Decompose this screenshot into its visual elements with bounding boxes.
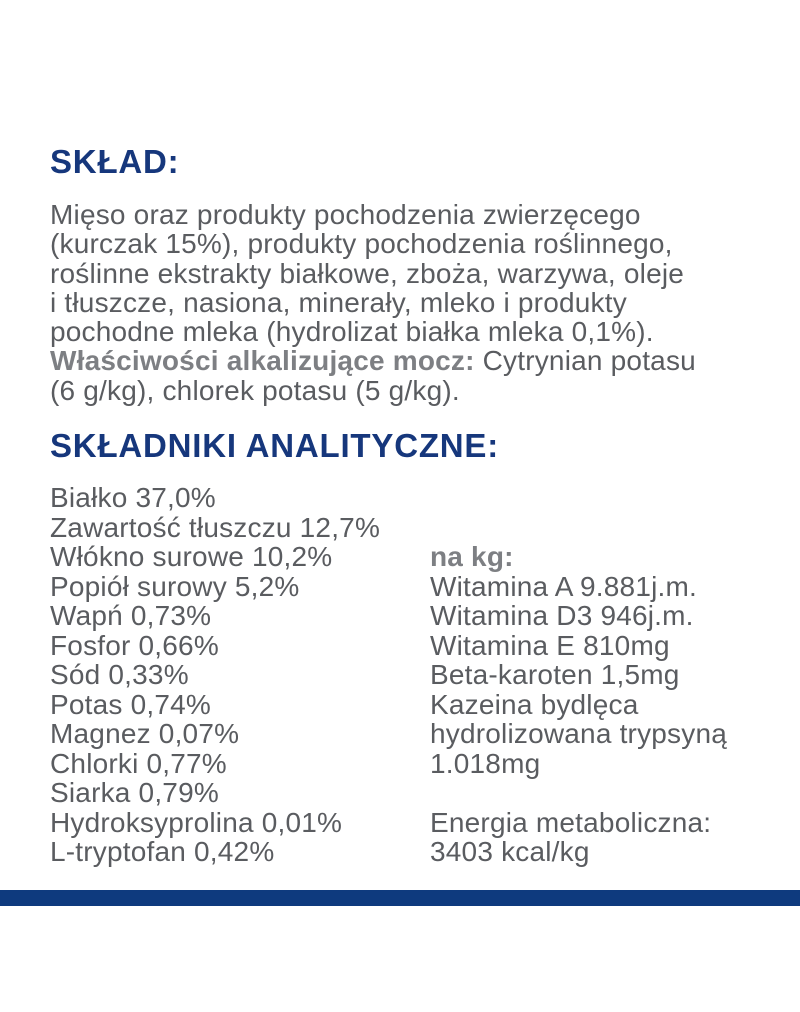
metabolic-energy-value: 3403 kcal/kg <box>430 836 590 867</box>
analytical-item: L-tryptofan 0,42% <box>50 836 275 867</box>
vitamin-item: Witamina E 810mg <box>430 629 670 661</box>
urine-properties-line-2: (6 g/kg), chlorek potasu (5 g/kg). <box>50 374 460 406</box>
analytical-left-column <box>50 483 430 867</box>
sklad-line: roślinne ekstrakty białkowe, zboża, warzywa, oleje <box>50 257 685 289</box>
sklad-paragraph <box>50 200 696 405</box>
urine-properties-value: Cytrynian potasu <box>474 345 696 377</box>
per-kg-label: na kg: <box>430 541 514 572</box>
sklad-line: pochodne mleka (hydrolizat białka mleka 0,1%). <box>50 316 654 348</box>
analytical-item: Zawartość tłuszczu 12,7% <box>50 511 381 543</box>
urine-properties-label: Właściwości alkalizujące mocz: <box>50 345 475 377</box>
sklad-line: (kurczak 15%), produkty pochodzenia roślinnego, <box>50 228 673 260</box>
sklad-line: i tłuszcze, nasiona, minerały, mleko i produkty <box>50 286 627 318</box>
analytical-item: Włókno surowe 10,2% <box>50 541 333 572</box>
analytical-item: Potas 0,74% <box>50 688 211 720</box>
analytical-item: Hydroksyprolina 0,01% <box>50 806 343 838</box>
vitamin-item: Kazeina bydlęca <box>430 688 639 720</box>
vitamin-item: Witamina D3 946j.m. <box>430 600 694 631</box>
analytical-item: Białko 37,0% <box>50 482 216 513</box>
metabolic-energy-label: Energia metaboliczna: <box>430 806 712 838</box>
vitamin-item: 1.018mg <box>430 747 541 779</box>
bottom-accent-bar <box>0 890 800 906</box>
analytical-components-heading: SKŁADNIKI ANALITYCZNE: <box>50 427 500 464</box>
analytical-item: Popiół surowy 5,2% <box>50 570 300 602</box>
analytical-item: Magnez 0,07% <box>50 718 240 749</box>
analytical-item: Wapń 0,73% <box>50 600 212 631</box>
analytical-components <box>50 483 727 867</box>
sklad-line: Mięso oraz produkty pochodzenia zwierzęcego <box>50 199 641 230</box>
sklad-heading: SKŁAD: <box>50 143 180 180</box>
analytical-item: Siarka 0,79% <box>50 777 219 808</box>
vitamin-item: Witamina A 9.881j.m. <box>430 570 698 602</box>
metabolic-energy <box>430 808 727 867</box>
analytical-item: Sód 0,33% <box>50 659 189 690</box>
urine-properties-line <box>50 346 696 375</box>
analytical-item: Fosfor 0,66% <box>50 629 219 661</box>
vitamin-item: Beta-karoten 1,5mg <box>430 659 680 690</box>
analytical-item: Chlorki 0,77% <box>50 747 227 779</box>
analytical-right-column <box>430 542 727 867</box>
vitamin-item: hydrolizowana trypsyną <box>430 718 727 749</box>
